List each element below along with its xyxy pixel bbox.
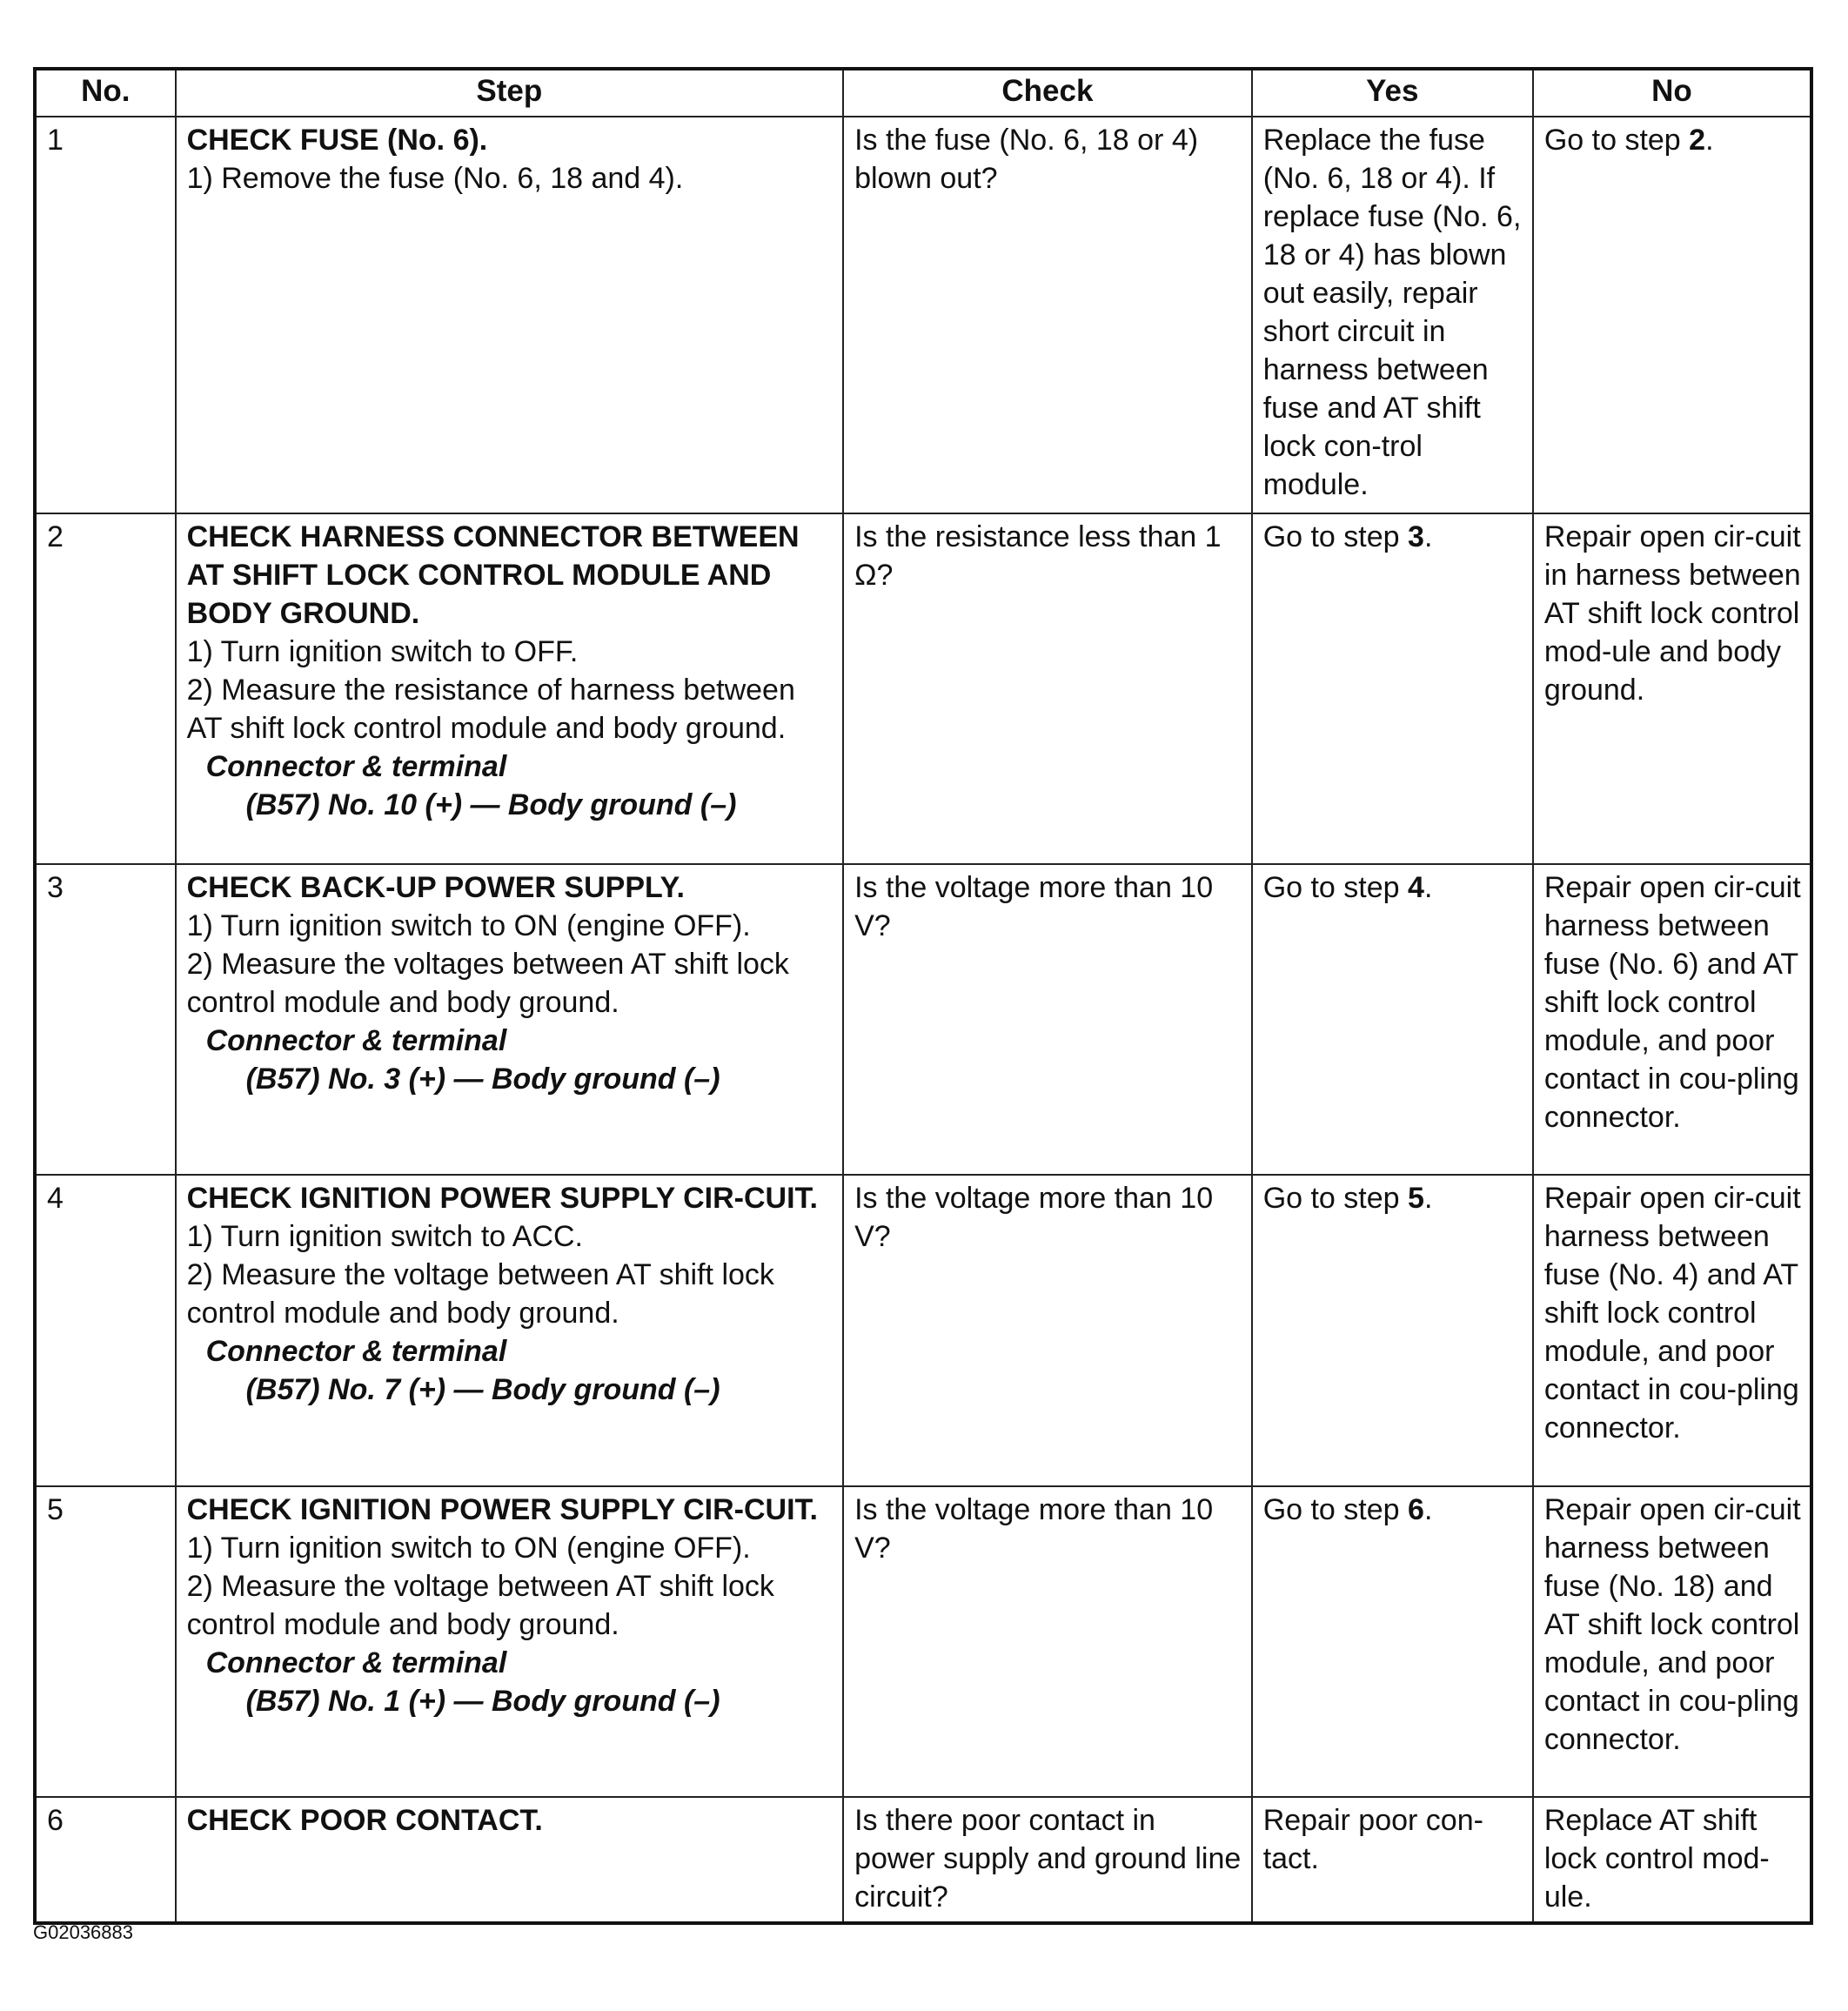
yes-suffix: .: [1423, 1182, 1433, 1215]
yes-cell: [1252, 1175, 1533, 1486]
step-ref: 5: [1408, 1182, 1424, 1215]
connector-label: Connector & terminal: [205, 1335, 507, 1368]
step-cell: [176, 513, 844, 864]
connector-label: Connector & terminal: [205, 1646, 507, 1679]
yes-cell: [1252, 513, 1533, 864]
no-cell: Repair open cir-cuit harness between fuse (No. 18) and AT shift lock control module, and poor contact in cou-pling connector.: [1533, 1486, 1811, 1797]
step-ref: 2: [1689, 124, 1706, 157]
header-no-result: No: [1533, 69, 1811, 117]
connector-detail: (B57) No. 1 (+) — Body ground (–): [245, 1685, 720, 1718]
step-item: 2) Measure the voltages between AT shift lock control module and body ground.: [186, 948, 789, 1019]
step-cell: [176, 1797, 844, 1923]
connector-detail: (B57) No. 3 (+) — Body ground (–): [245, 1062, 720, 1096]
yes-cell: Repair poor con-tact.: [1252, 1797, 1533, 1923]
step-ref: 3: [1408, 520, 1424, 553]
table-row: [35, 513, 1811, 864]
table-row: [35, 864, 1811, 1175]
step-item: 1) Remove the fuse (No. 6, 18 and 4).: [186, 162, 684, 195]
check-cell: Is there poor contact in power supply and ground line circuit?: [843, 1797, 1252, 1923]
no-cell: Repair open cir-cuit harness between fuse (No. 6) and AT shift lock control module, and poor contact in cou-pling connector.: [1533, 864, 1811, 1175]
step-item: 1) Turn ignition switch to ON (engine OFF).: [186, 1532, 751, 1565]
row-number: 2: [35, 513, 176, 864]
no-cell: Repair open cir-cuit harness between fuse (No. 4) and AT shift lock control module, and poor contact in cou-pling connector.: [1533, 1175, 1811, 1486]
no-cell: Repair open cir-cuit in harness between AT shift lock control mod-ule and body ground.: [1533, 513, 1811, 864]
row-number: 3: [35, 864, 176, 1175]
step-cell: [176, 1486, 844, 1797]
connector-detail: (B57) No. 10 (+) — Body ground (–): [245, 788, 737, 821]
yes-suffix: .: [1423, 1493, 1433, 1526]
step-item: 1) Turn ignition switch to OFF.: [186, 635, 579, 668]
yes-cell: [1252, 864, 1533, 1175]
yes-suffix: .: [1423, 520, 1433, 553]
diagnostic-table: [33, 67, 1813, 1925]
check-cell: Is the voltage more than 10 V?: [843, 1486, 1252, 1797]
no-cell: [1533, 117, 1811, 513]
table-row: [35, 1797, 1811, 1923]
table-row: [35, 117, 1811, 513]
no-suffix: .: [1705, 124, 1714, 157]
step-title: CHECK HARNESS CONNECTOR BETWEEN AT SHIFT LOCK CONTROL MODULE AND BODY GROUND.: [186, 520, 800, 630]
header-no: No.: [35, 69, 176, 117]
step-title: CHECK FUSE (No. 6).: [186, 124, 488, 157]
connector-label: Connector & terminal: [205, 1024, 507, 1057]
step-item: 1) Turn ignition switch to ACC.: [186, 1220, 583, 1253]
row-number: 4: [35, 1175, 176, 1486]
step-item: 1) Turn ignition switch to ON (engine OFF).: [186, 909, 751, 942]
step-item: 2) Measure the voltage between AT shift lock control module and body ground.: [186, 1570, 774, 1641]
row-number: 6: [35, 1797, 176, 1923]
step-item: 2) Measure the resistance of harness between AT shift lock control module and body ground.: [186, 674, 795, 745]
connector-label: Connector & terminal: [205, 750, 507, 783]
check-cell: Is the fuse (No. 6, 18 or 4) blown out?: [843, 117, 1252, 513]
step-ref: 4: [1408, 871, 1424, 904]
figure-id: G02036883: [33, 1921, 133, 1943]
yes-prefix: Go to step: [1262, 871, 1409, 904]
yes-suffix: .: [1423, 871, 1433, 904]
step-title: CHECK BACK-UP POWER SUPPLY.: [186, 871, 685, 904]
step-cell: [176, 864, 844, 1175]
header-row: [35, 69, 1811, 117]
step-cell: [176, 1175, 844, 1486]
step-title: CHECK POOR CONTACT.: [186, 1804, 543, 1837]
no-cell: Replace AT shift lock control mod-ule.: [1533, 1797, 1811, 1923]
step-ref: 6: [1408, 1493, 1424, 1526]
header-check: Check: [843, 69, 1252, 117]
row-number: 1: [35, 117, 176, 513]
yes-cell: [1252, 1486, 1533, 1797]
step-title: CHECK IGNITION POWER SUPPLY CIR-CUIT.: [186, 1182, 818, 1215]
no-prefix: Go to step: [1543, 124, 1690, 157]
table-row: [35, 1175, 1811, 1486]
yes-prefix: Go to step: [1262, 1182, 1409, 1215]
header-step: Step: [176, 69, 844, 117]
step-title: CHECK IGNITION POWER SUPPLY CIR-CUIT.: [186, 1493, 818, 1526]
yes-prefix: Go to step: [1262, 1493, 1409, 1526]
step-cell: [176, 117, 844, 513]
check-cell: Is the resistance less than 1 Ω?: [843, 513, 1252, 864]
check-cell: Is the voltage more than 10 V?: [843, 1175, 1252, 1486]
connector-detail: (B57) No. 7 (+) — Body ground (–): [245, 1373, 720, 1406]
check-cell: Is the voltage more than 10 V?: [843, 864, 1252, 1175]
yes-cell: Replace the fuse (No. 6, 18 or 4). If replace fuse (No. 6, 18 or 4) has blown out easily, repair short circuit in harness between fuse and AT shift lock con-trol module.: [1252, 117, 1533, 513]
yes-prefix: Go to step: [1262, 520, 1409, 553]
header-yes: Yes: [1252, 69, 1533, 117]
step-item: 2) Measure the voltage between AT shift lock control module and body ground.: [186, 1258, 774, 1330]
row-number: 5: [35, 1486, 176, 1797]
table-row: [35, 1486, 1811, 1797]
